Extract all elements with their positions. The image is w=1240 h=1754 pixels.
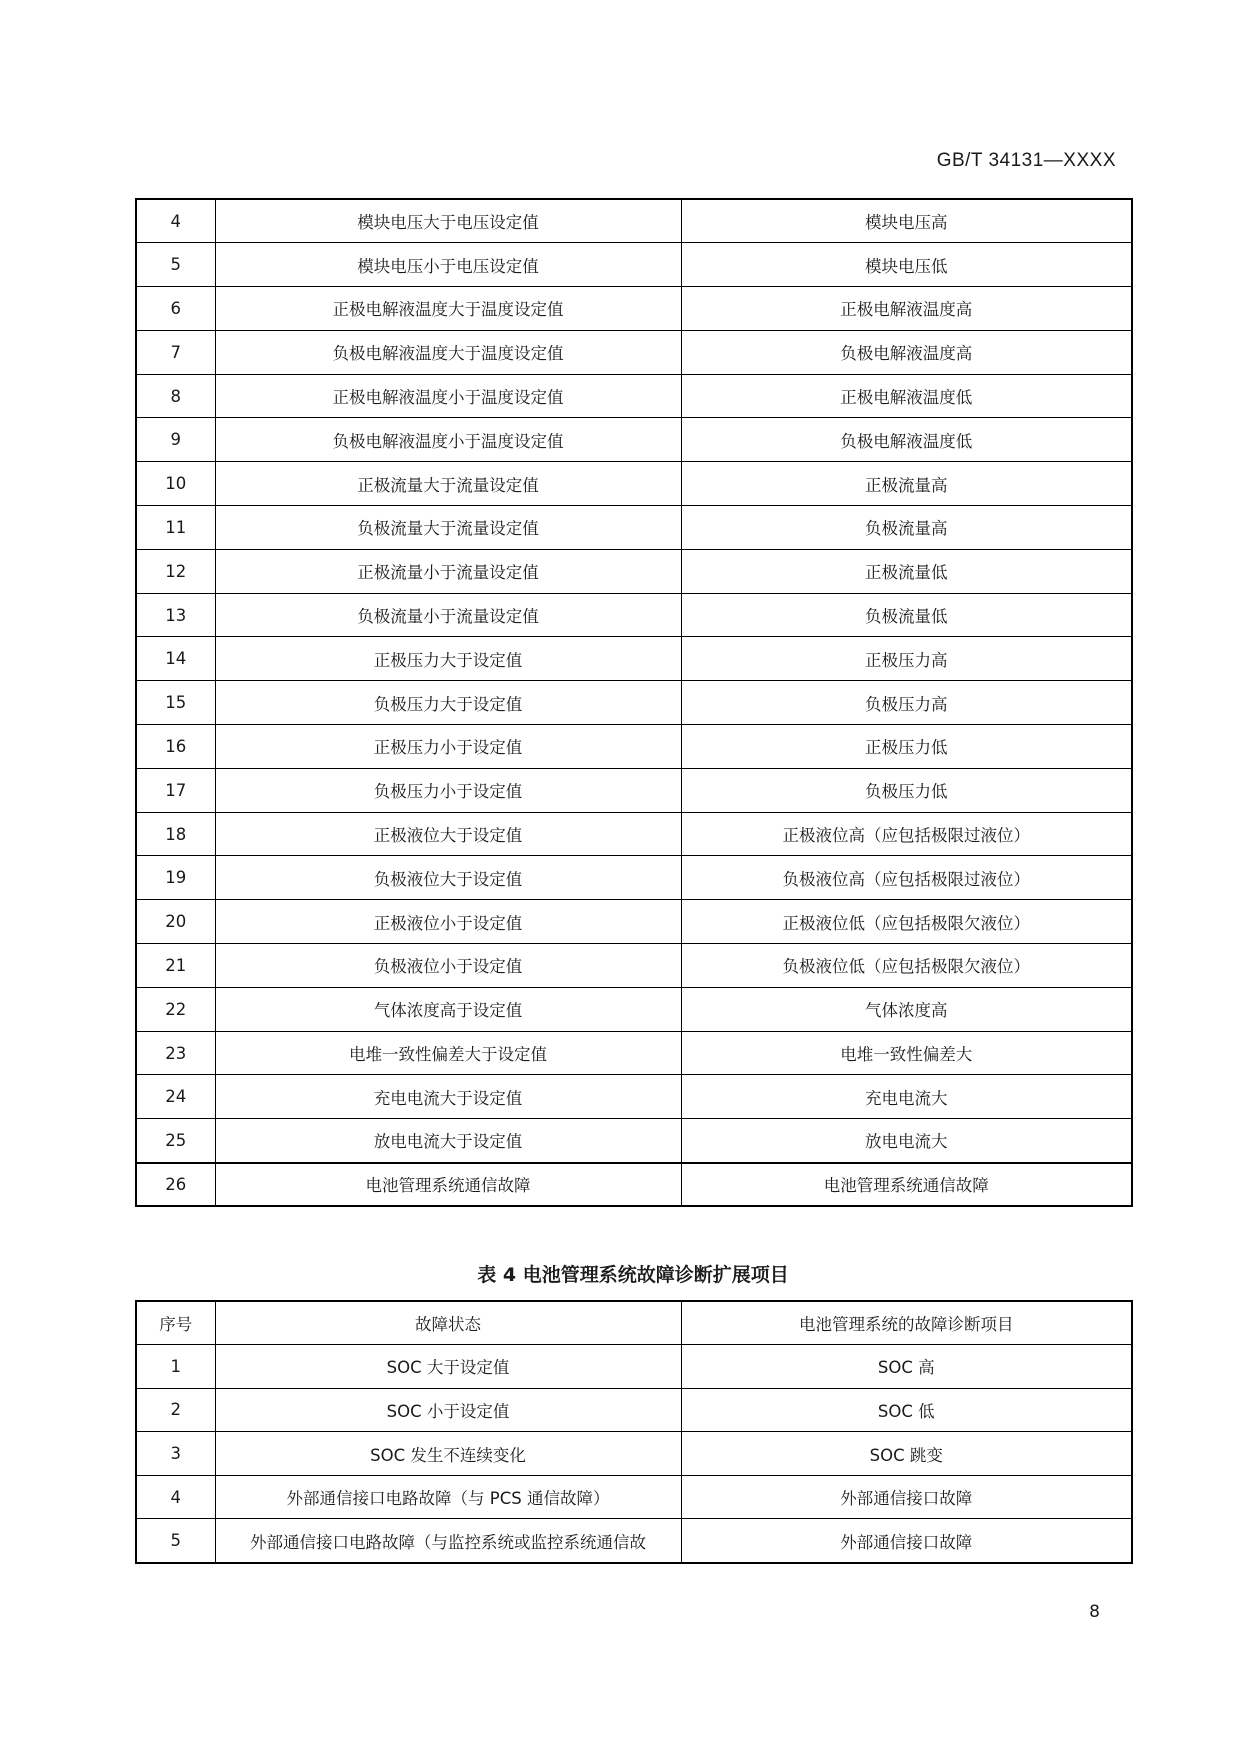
table-row bbox=[136, 1475, 1132, 1519]
cell-diagnosis-item: 模块电压高 bbox=[681, 199, 1132, 243]
cell-index: 3 bbox=[136, 1432, 215, 1476]
table-row bbox=[136, 243, 1132, 287]
cell-diagnosis-item: 正极压力高 bbox=[681, 637, 1132, 681]
cell-fault-state: 电池管理系统通信故障 bbox=[215, 1163, 681, 1207]
cell-diagnosis-item: 负极流量低 bbox=[681, 593, 1132, 637]
cell-diagnosis-item: 负极液位低（应包括极限欠液位） bbox=[681, 944, 1132, 988]
cell-diagnosis-item: 模块电压低 bbox=[681, 243, 1132, 287]
cell-fault-state: SOC 小于设定值 bbox=[215, 1388, 681, 1432]
cell-diagnosis-item: 负极液位高（应包括极限过液位） bbox=[681, 856, 1132, 900]
cell-fault-state: 正极电解液温度小于温度设定值 bbox=[215, 374, 681, 418]
table-row bbox=[136, 418, 1132, 462]
cell-index: 21 bbox=[136, 944, 215, 988]
cell-index: 16 bbox=[136, 725, 215, 769]
table-row bbox=[136, 900, 1132, 944]
cell-index: 4 bbox=[136, 199, 215, 243]
table-row bbox=[136, 987, 1132, 1031]
cell-fault-state: 正极流量大于流量设定值 bbox=[215, 462, 681, 506]
cell-index: 18 bbox=[136, 812, 215, 856]
cell-fault-state: 正极流量小于流量设定值 bbox=[215, 549, 681, 593]
cell-index: 26 bbox=[136, 1163, 215, 1207]
cell-index: 5 bbox=[136, 243, 215, 287]
cell-fault-state: 正极液位大于设定值 bbox=[215, 812, 681, 856]
table-row bbox=[136, 1119, 1132, 1163]
cell-index: 4 bbox=[136, 1475, 215, 1519]
table-row bbox=[136, 1388, 1132, 1432]
cell-diagnosis-item: 电堆一致性偏差大 bbox=[681, 1031, 1132, 1075]
cell-diagnosis-item: 负极电解液温度低 bbox=[681, 418, 1132, 462]
table-row bbox=[136, 856, 1132, 900]
cell-fault-state: 正极液位小于设定值 bbox=[215, 900, 681, 944]
cell-index: 19 bbox=[136, 856, 215, 900]
standard-code: GB/T 34131—XXXX bbox=[936, 150, 1116, 171]
table-row bbox=[136, 812, 1132, 856]
cell-diagnosis-item: 负极压力高 bbox=[681, 681, 1132, 725]
cell-index: 6 bbox=[136, 287, 215, 331]
cell-index: 23 bbox=[136, 1031, 215, 1075]
cell-diagnosis-item: 放电电流大 bbox=[681, 1119, 1132, 1163]
cell-fault-state: 负极电解液温度大于温度设定值 bbox=[215, 330, 681, 374]
cell-fault-state: 外部通信接口电路故障（与监控系统或监控系统通信故 bbox=[215, 1519, 681, 1563]
cell-fault-state: 外部通信接口电路故障（与 PCS 通信故障） bbox=[215, 1475, 681, 1519]
table-row bbox=[136, 199, 1132, 243]
cell-fault-state: 负极液位大于设定值 bbox=[215, 856, 681, 900]
cell-fault-state: 正极压力小于设定值 bbox=[215, 725, 681, 769]
cell-fault-state: 负极流量小于流量设定值 bbox=[215, 593, 681, 637]
cell-index: 14 bbox=[136, 637, 215, 681]
page-number: 8 bbox=[1089, 1602, 1100, 1622]
table-row bbox=[136, 330, 1132, 374]
table-row bbox=[136, 1345, 1132, 1389]
cell-fault-state: 放电电流大于设定值 bbox=[215, 1119, 681, 1163]
cell-index: 9 bbox=[136, 418, 215, 462]
cell-index: 2 bbox=[136, 1388, 215, 1432]
table-row bbox=[136, 637, 1132, 681]
cell-index: 8 bbox=[136, 374, 215, 418]
cell-fault-state: SOC 发生不连续变化 bbox=[215, 1432, 681, 1476]
cell-index: 5 bbox=[136, 1519, 215, 1563]
table-row bbox=[136, 725, 1132, 769]
cell-diagnosis-item: 负极电解液温度高 bbox=[681, 330, 1132, 374]
table-row bbox=[136, 768, 1132, 812]
cell-index: 17 bbox=[136, 768, 215, 812]
table-row bbox=[136, 1163, 1132, 1207]
cell-diagnosis-item: 充电电流大 bbox=[681, 1075, 1132, 1119]
cell-diagnosis-item: 电池管理系统通信故障 bbox=[681, 1163, 1132, 1207]
table4-caption: 表 4 电池管理系统故障诊断扩展项目 bbox=[477, 1264, 789, 1286]
table-row bbox=[136, 506, 1132, 550]
cell-diagnosis-item: SOC 高 bbox=[681, 1345, 1132, 1389]
table4-extended-diagnosis bbox=[135, 1300, 1133, 1564]
table-row bbox=[136, 1031, 1132, 1075]
table-row bbox=[136, 374, 1132, 418]
cell-index: 22 bbox=[136, 987, 215, 1031]
header-cell-fault-state: 故障状态 bbox=[215, 1301, 681, 1345]
cell-diagnosis-item: 外部通信接口故障 bbox=[681, 1475, 1132, 1519]
cell-diagnosis-item: 正极液位高（应包括极限过液位） bbox=[681, 812, 1132, 856]
table-row bbox=[136, 593, 1132, 637]
cell-diagnosis-item: 外部通信接口故障 bbox=[681, 1519, 1132, 1563]
cell-fault-state: 负极流量大于流量设定值 bbox=[215, 506, 681, 550]
table-header-row bbox=[136, 1301, 1132, 1345]
cell-fault-state: 模块电压大于电压设定值 bbox=[215, 199, 681, 243]
table-row bbox=[136, 681, 1132, 725]
cell-fault-state: 负极压力大于设定值 bbox=[215, 681, 681, 725]
table-row bbox=[136, 1519, 1132, 1563]
cell-index: 13 bbox=[136, 593, 215, 637]
cell-diagnosis-item: 正极压力低 bbox=[681, 725, 1132, 769]
cell-diagnosis-item: SOC 跳变 bbox=[681, 1432, 1132, 1476]
cell-diagnosis-item: 气体浓度高 bbox=[681, 987, 1132, 1031]
cell-diagnosis-item: 正极流量低 bbox=[681, 549, 1132, 593]
header-cell-index: 序号 bbox=[136, 1301, 215, 1345]
header-cell-diagnosis-item: 电池管理系统的故障诊断项目 bbox=[681, 1301, 1132, 1345]
cell-fault-state: 充电电流大于设定值 bbox=[215, 1075, 681, 1119]
cell-diagnosis-item: SOC 低 bbox=[681, 1388, 1132, 1432]
cell-fault-state: 电堆一致性偏差大于设定值 bbox=[215, 1031, 681, 1075]
table-row bbox=[136, 944, 1132, 988]
fault-diagnosis-table-continued bbox=[135, 198, 1133, 1207]
table-row bbox=[136, 287, 1132, 331]
cell-index: 1 bbox=[136, 1345, 215, 1389]
cell-index: 12 bbox=[136, 549, 215, 593]
cell-diagnosis-item: 负极流量高 bbox=[681, 506, 1132, 550]
table-row bbox=[136, 1432, 1132, 1476]
cell-diagnosis-item: 正极电解液温度低 bbox=[681, 374, 1132, 418]
cell-fault-state: 负极液位小于设定值 bbox=[215, 944, 681, 988]
cell-index: 11 bbox=[136, 506, 215, 550]
cell-index: 24 bbox=[136, 1075, 215, 1119]
cell-index: 7 bbox=[136, 330, 215, 374]
table-row bbox=[136, 1075, 1132, 1119]
cell-index: 15 bbox=[136, 681, 215, 725]
cell-fault-state: 正极压力大于设定值 bbox=[215, 637, 681, 681]
cell-fault-state: 负极压力小于设定值 bbox=[215, 768, 681, 812]
cell-fault-state: SOC 大于设定值 bbox=[215, 1345, 681, 1389]
cell-diagnosis-item: 负极压力低 bbox=[681, 768, 1132, 812]
cell-index: 20 bbox=[136, 900, 215, 944]
cell-diagnosis-item: 正极流量高 bbox=[681, 462, 1132, 506]
cell-fault-state: 气体浓度高于设定值 bbox=[215, 987, 681, 1031]
cell-diagnosis-item: 正极电解液温度高 bbox=[681, 287, 1132, 331]
table-row bbox=[136, 462, 1132, 506]
cell-diagnosis-item: 正极液位低（应包括极限欠液位） bbox=[681, 900, 1132, 944]
cell-fault-state: 模块电压小于电压设定值 bbox=[215, 243, 681, 287]
cell-fault-state: 负极电解液温度小于温度设定值 bbox=[215, 418, 681, 462]
cell-index: 10 bbox=[136, 462, 215, 506]
cell-index: 25 bbox=[136, 1119, 215, 1163]
cell-fault-state: 正极电解液温度大于温度设定值 bbox=[215, 287, 681, 331]
table-row bbox=[136, 549, 1132, 593]
